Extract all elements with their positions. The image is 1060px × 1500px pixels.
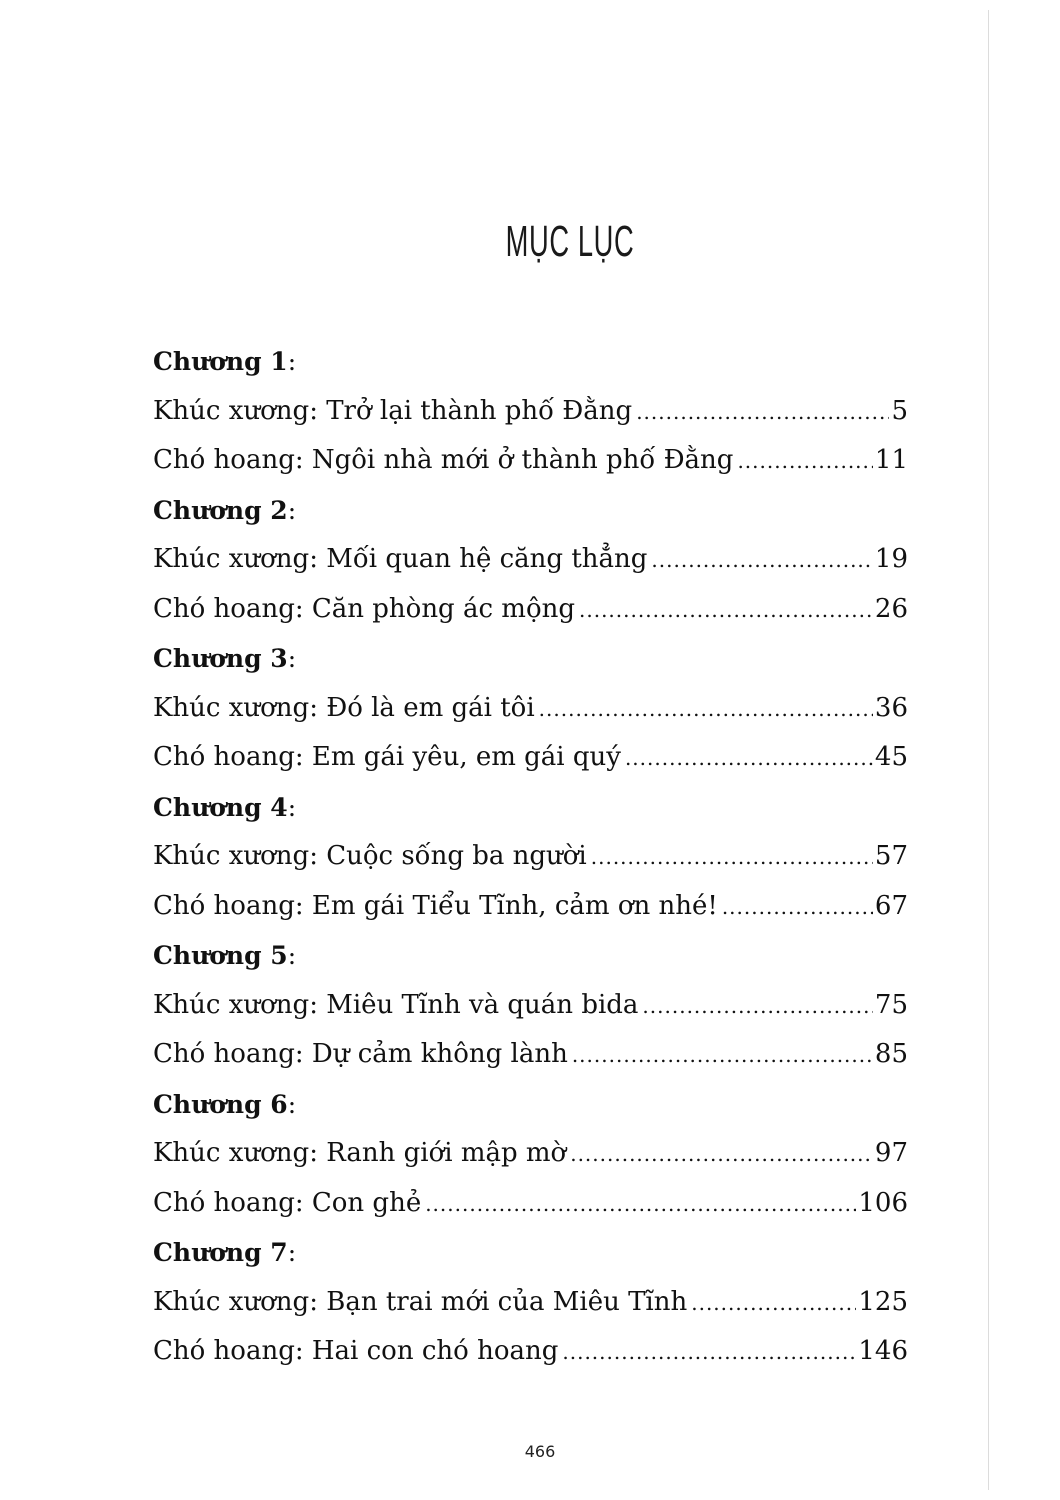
chapter-heading-text: Chương 4 — [153, 792, 288, 822]
toc-entry-page: 57 — [874, 841, 908, 871]
toc-entry — [153, 1129, 908, 1179]
toc-entry — [153, 981, 908, 1031]
toc-entry — [153, 436, 908, 486]
dot-leader — [570, 1130, 873, 1180]
chapter-heading: Chương 5: — [153, 941, 297, 970]
dot-leader — [579, 586, 873, 636]
toc-entry-label: Chó hoang: Con ghẻ — [153, 1187, 422, 1218]
toc-entry — [153, 1278, 908, 1328]
chapter-heading: Chương 6: — [153, 1089, 297, 1119]
chapter-heading-text: Chương 1 — [153, 347, 288, 376]
dot-leader — [539, 685, 873, 735]
toc-entry-page: 106 — [858, 1187, 908, 1218]
dot-leader — [572, 1031, 873, 1081]
toc-entry-label: Chó hoang: Em gái yêu, em gái quý — [153, 742, 621, 772]
toc-entry — [153, 1179, 908, 1229]
toc-entry-page: 146 — [858, 1336, 908, 1366]
toc-entry-page: 36 — [874, 692, 908, 723]
page-number: 466 — [524, 1442, 556, 1461]
toc-entry-label: Khúc xương: Ranh giới mập mờ — [153, 1138, 567, 1168]
toc-entry-page: 125 — [858, 1286, 908, 1317]
toc-entry — [153, 387, 908, 437]
toc-entry-label: Chó hoang: Ngôi nhà mới ở thành phố Đằng — [153, 445, 734, 475]
toc-entry — [153, 585, 908, 635]
dot-leader — [425, 1180, 856, 1230]
chapter-heading-text: Chương 6 — [153, 1089, 288, 1119]
dot-leader — [691, 1279, 856, 1329]
chapter-heading: Chương 1: — [153, 347, 297, 376]
toc-entry — [153, 733, 908, 783]
dot-leader — [562, 1328, 856, 1378]
dot-leader — [722, 883, 873, 933]
toc-entry-label: Khúc xương: Cuộc sống ba người — [153, 841, 587, 871]
toc-entry-label: Khúc xương: Đó là em gái tôi — [153, 692, 535, 723]
chapter-heading: Chương 3: — [153, 644, 297, 673]
toc-entry-label: Khúc xương: Bạn trai mới của Miêu Tĩnh — [153, 1286, 688, 1317]
dot-leader — [737, 437, 872, 487]
chapter-heading: Chương 2: — [153, 495, 297, 525]
chapter-heading: Chương 7: — [153, 1238, 297, 1267]
dot-leader — [591, 833, 873, 883]
page-title: MỤC LỤC — [505, 217, 635, 267]
toc-entry — [153, 1030, 908, 1080]
chapter-heading-text: Chương 7 — [153, 1238, 288, 1267]
toc-entry — [153, 1327, 908, 1377]
toc-entry — [153, 684, 908, 734]
chapter-heading-text: Chương 5 — [153, 941, 288, 970]
table-of-contents — [153, 337, 908, 1377]
toc-entry-page: 26 — [874, 593, 908, 624]
chapter-heading-text: Chương 3 — [153, 644, 288, 673]
toc-entry-page: 45 — [874, 742, 908, 772]
toc-entry — [153, 535, 908, 585]
toc-entry-label: Khúc xương: Miêu Tĩnh và quán bida — [153, 989, 639, 1020]
chapter-heading-text: Chương 2 — [153, 495, 288, 525]
toc-entry-label: Khúc xương: Mối quan hệ căng thẳng — [153, 544, 648, 574]
toc-entry — [153, 882, 908, 932]
dot-leader — [642, 982, 872, 1032]
toc-entry-label: Khúc xương: Trở lại thành phố Đằng — [153, 395, 633, 426]
dot-leader — [625, 734, 873, 784]
toc-entry-label: Chó hoang: Em gái Tiểu Tĩnh, cảm ơn nhé! — [153, 890, 718, 921]
scan-edge-line — [988, 10, 989, 1490]
toc-entry-label: Chó hoang: Dự cảm không lành — [153, 1039, 568, 1069]
toc-entry — [153, 832, 908, 882]
toc-entry-label: Chó hoang: Hai con chó hoang — [153, 1336, 559, 1366]
toc-entry-page: 97 — [874, 1138, 908, 1168]
toc-entry-page: 85 — [874, 1039, 908, 1069]
toc-entry-label: Chó hoang: Căn phòng ác mộng — [153, 593, 575, 624]
toc-entry-page: 75 — [874, 989, 908, 1020]
chapter-heading: Chương 4: — [153, 792, 297, 822]
toc-entry-page: 11 — [874, 445, 908, 475]
dot-leader — [636, 388, 889, 438]
toc-entry-page: 19 — [874, 544, 908, 574]
dot-leader — [651, 536, 872, 586]
toc-entry-page: 5 — [891, 395, 908, 426]
toc-entry-page: 67 — [874, 890, 908, 921]
